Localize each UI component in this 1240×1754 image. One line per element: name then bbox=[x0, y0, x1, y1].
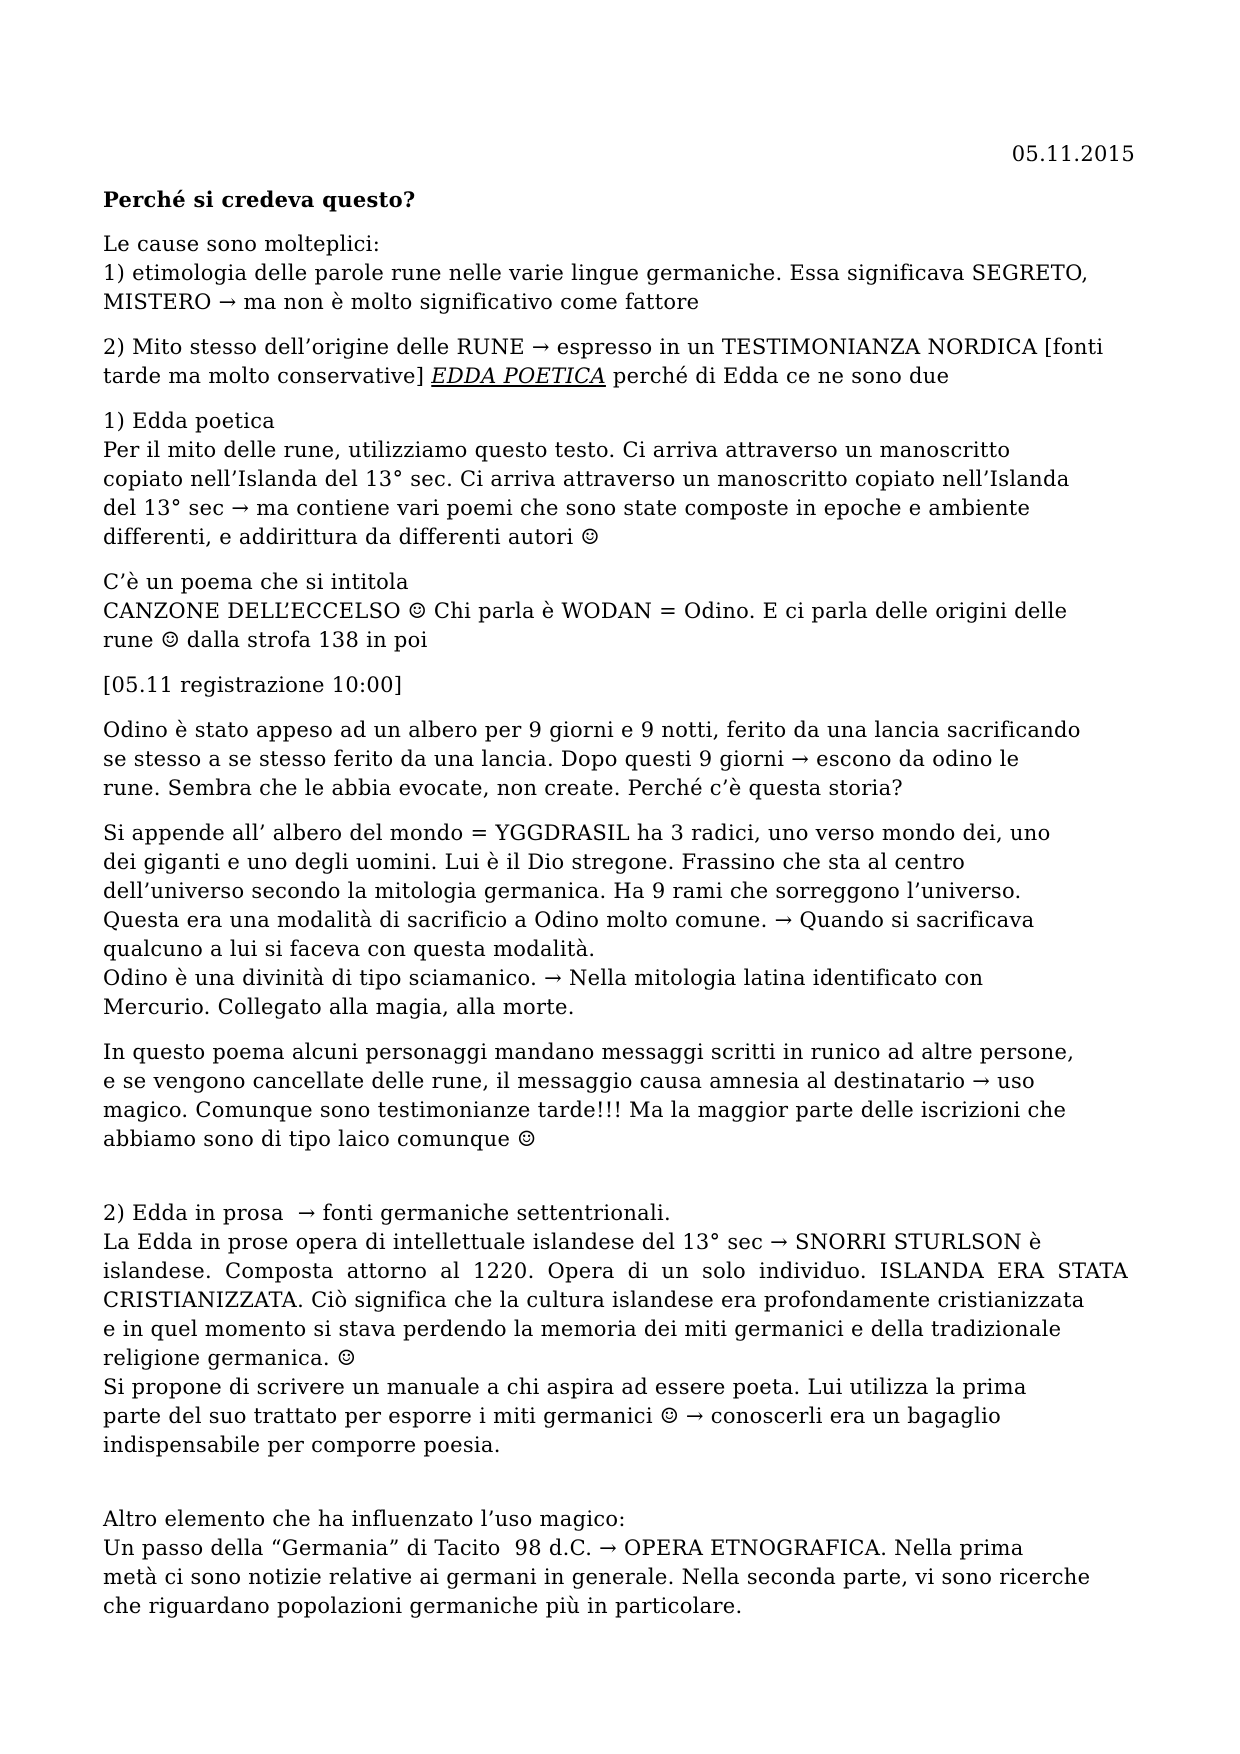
para-messaggi-runici bbox=[103, 1038, 1135, 1154]
document-body bbox=[103, 140, 1135, 1621]
text-line: Le cause sono molteplici: bbox=[103, 232, 381, 256]
text-line: 1) Edda poetica bbox=[103, 409, 276, 433]
text-line: abbiamo sono di tipo laico comunque ☺ bbox=[103, 1127, 537, 1151]
text-line: del 13° sec → ma contiene vari poemi che sono state composte in epoche e ambiente bbox=[103, 496, 1031, 520]
text-line: Odino è stato appeso ad un albero per 9 giorni e 9 notti, ferito da una lancia sacrificando bbox=[103, 718, 1081, 742]
text-line: dell’universo secondo la mitologia germanica. Ha 9 rami che sorreggono l’universo. bbox=[103, 879, 1022, 903]
text-line: CRISTIANIZZATA. Ciò significa che la cultura islandese era profondamente cristianizzata bbox=[103, 1288, 1085, 1312]
text-line: parte del suo trattato per esporre i miti germanici ☺ → conoscerli era un bagaglio bbox=[103, 1404, 1002, 1428]
para-edda-poetica bbox=[103, 407, 1135, 552]
text-line: CANZONE DELL’ECCELSO ☺ Chi parla è WODAN = Odino. E ci parla delle origini delle bbox=[103, 599, 1068, 623]
text-line: In questo poema alcuni personaggi mandano messaggi scritti in runico ad altre persone, bbox=[103, 1040, 1075, 1064]
text-line: islandese. Composta attorno al 1220. Opera di un solo individuo. ISLANDA ERA STATA bbox=[103, 1259, 1129, 1283]
text-line: 1) etimologia delle parole rune nelle varie lingue germaniche. Essa significava SEGRETO, bbox=[103, 261, 1089, 285]
text-line: La Edda in prose opera di intellettuale islandese del 13° sec → SNORRI STURLSON è bbox=[103, 1230, 1042, 1254]
date-line bbox=[103, 140, 1135, 169]
para-edda-in-prosa bbox=[103, 1199, 1135, 1460]
text-line: [05.11 registrazione 10:00] bbox=[103, 673, 403, 697]
text-line: differenti, e addirittura da differenti autori ☺ bbox=[103, 525, 600, 549]
heading-perche-si-credeva bbox=[103, 185, 1135, 214]
text-line: 2) Mito stesso dell’origine delle RUNE → espresso in un TESTIMONIANZA NORDICA [fonti bbox=[103, 335, 1104, 359]
para-tacito-germania bbox=[103, 1505, 1135, 1621]
text-line: religione germanica. ☺ bbox=[103, 1346, 356, 1370]
text-line: copiato nell’Islanda del 13° sec. Ci arriva attraverso un manoscritto copiato nell’Islanda bbox=[103, 467, 1070, 491]
text-line: rune ☺ dalla strofa 138 in poi bbox=[103, 628, 428, 652]
text-line: e in quel momento si stava perdendo la memoria dei miti germanici e della tradizionale bbox=[103, 1317, 1062, 1341]
text-line: magico. Comunque sono testimonianze tarde!!! Ma la maggior parte delle iscrizioni che bbox=[103, 1098, 1067, 1122]
text-line: 05.11.2015 bbox=[1011, 142, 1135, 166]
text-line: se stesso a se stesso ferito da una lancia. Dopo questi 9 giorni → escono da odino le bbox=[103, 747, 1020, 771]
text-line: 2) Edda in prosa → fonti germaniche settentrionali. bbox=[103, 1201, 671, 1225]
text-line: Per il mito delle rune, utilizziamo questo testo. Ci arriva attraverso un manoscritto bbox=[103, 438, 1011, 462]
text-line: Altro elemento che ha influenzato l’uso magico: bbox=[103, 1507, 626, 1531]
text-line: qualcuno a lui si faceva con questa modalità. bbox=[103, 937, 596, 961]
text-segment: perché di Edda ce ne sono due bbox=[605, 364, 950, 388]
text-line: Questa era una modalità di sacrificio a Odino molto comune. → Quando si sacrificava bbox=[103, 908, 1035, 932]
text-line: Perché si credeva questo? bbox=[103, 187, 416, 212]
text-line: Si propone di scrivere un manuale a chi aspira ad essere poeta. Lui utilizza la prima bbox=[103, 1375, 1027, 1399]
text-segment: tarde ma molto conservative] bbox=[103, 364, 432, 388]
text-line: C’è un poema che si intitola bbox=[103, 570, 409, 594]
text-line: Si appende all’ albero del mondo = YGGDRASIL ha 3 radici, uno verso mondo dei, uno bbox=[103, 821, 1051, 845]
para-registrazione bbox=[103, 671, 1135, 700]
text-line: metà ci sono notizie relative ai germani in generale. Nella seconda parte, vi sono ricerche bbox=[103, 1565, 1091, 1589]
text-line: dei giganti e uno degli uomini. Lui è il Dio stregone. Frassino che sta al centro bbox=[103, 850, 966, 874]
text-line: Odino è una divinità di tipo sciamanico. → Nella mitologia latina identificato con bbox=[103, 966, 984, 990]
para-mito-origine-rune bbox=[103, 333, 1135, 391]
para-yggdrasil bbox=[103, 819, 1135, 1022]
para-canzone-eccelso bbox=[103, 568, 1135, 655]
text-line: e se vengono cancellate delle rune, il messaggio causa amnesia al destinatario → uso bbox=[103, 1069, 1035, 1093]
para-odino-appeso bbox=[103, 716, 1135, 803]
text-line: Mercurio. Collegato alla magia, alla morte. bbox=[103, 995, 575, 1019]
text-line: Un passo della “Germania” di Tacito 98 d.C. → OPERA ETNOGRAFICA. Nella prima bbox=[103, 1536, 1024, 1560]
text-line: indispensabile per comporre poesia. bbox=[103, 1433, 501, 1457]
text-line: MISTERO → ma non è molto significativo come fattore bbox=[103, 290, 700, 314]
text-line: che riguardano popolazioni germaniche più in particolare. bbox=[103, 1594, 743, 1618]
para-cause-molteplici bbox=[103, 230, 1135, 317]
emphasized-text: EDDA POETICA bbox=[431, 364, 606, 388]
text-line bbox=[103, 362, 1135, 391]
text-line: rune. Sembra che le abbia evocate, non create. Perché c’è questa storia? bbox=[103, 776, 903, 800]
